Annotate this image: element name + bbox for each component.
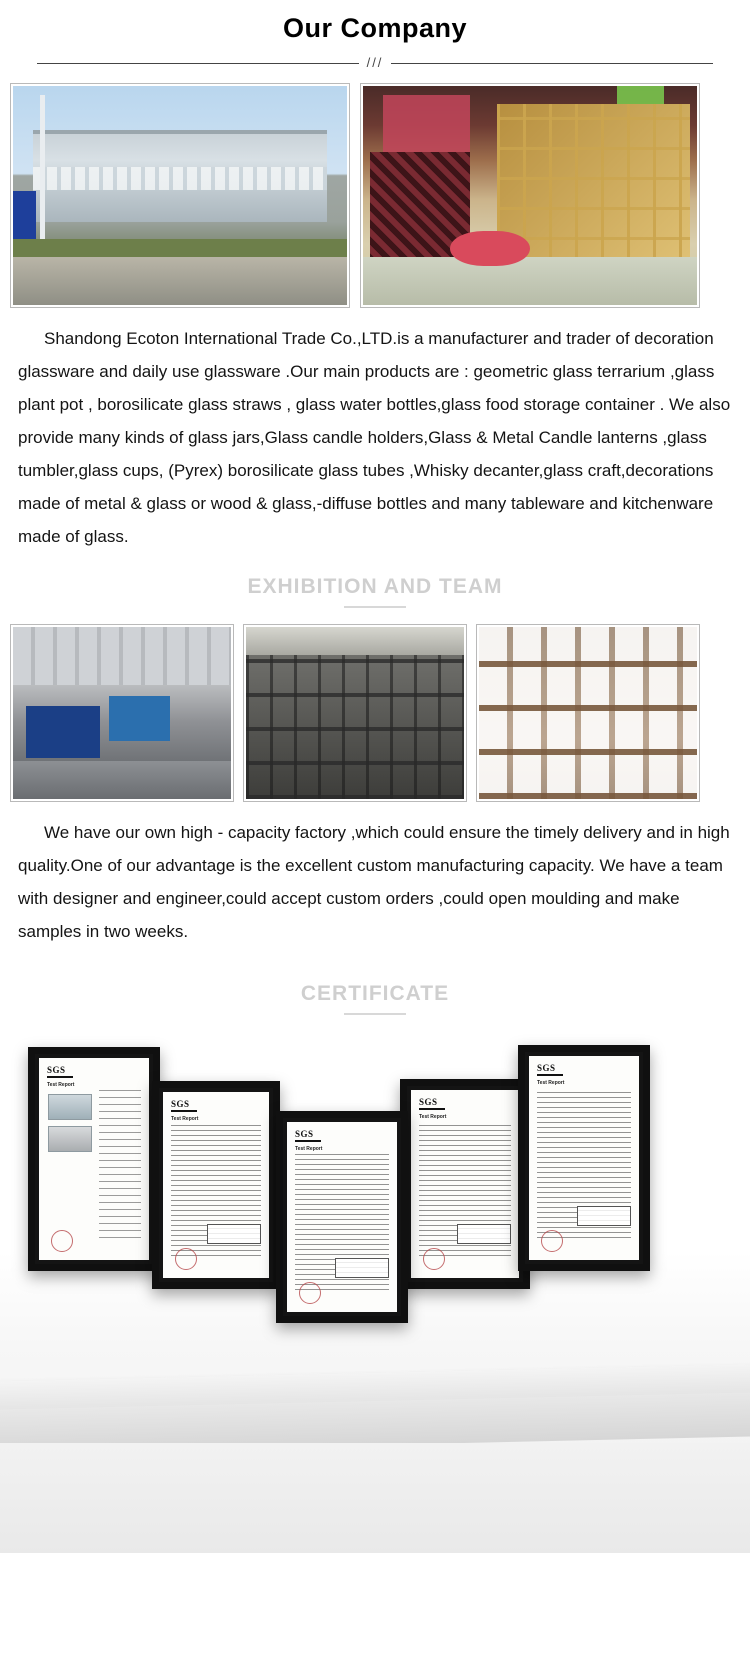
sgs-logo-1: SGS (47, 1065, 66, 1075)
certificate-paper-2 (163, 1092, 269, 1278)
certificate-stamp-2 (175, 1248, 197, 1270)
certificate-stamp-3 (299, 1282, 321, 1304)
sgs-test-report-4 (400, 1079, 530, 1289)
team-capacity-paragraph (0, 802, 750, 948)
title-divider (0, 56, 750, 71)
sgs-logo-underline-3 (295, 1140, 321, 1142)
workshop-image (363, 86, 697, 305)
wrapped-product-rows (479, 627, 697, 799)
section-heading-exhibition: EXHIBITION AND TEAM (247, 575, 503, 598)
certificate-result-table-2 (207, 1224, 261, 1244)
certificate-title-5: Test Report (537, 1080, 565, 1086)
sample-photo-1a (48, 1094, 92, 1120)
certificate-title-2: Test Report (171, 1116, 199, 1122)
section-underline-certificate (344, 1013, 406, 1015)
booth-sign-blue (26, 706, 100, 758)
sgs-test-report-1 (28, 1047, 160, 1271)
divider-slash-mark: /// (366, 55, 384, 70)
certificate-paper-1 (39, 1058, 149, 1260)
red-bowl (450, 231, 530, 266)
exhibition-image (13, 627, 231, 799)
factory-exterior-image (13, 86, 347, 305)
sample-photo-1b (48, 1126, 92, 1152)
sgs-test-report-5 (518, 1045, 650, 1271)
flagpole-shape (40, 95, 45, 244)
sgs-logo-4: SGS (419, 1097, 438, 1107)
hall-floor (13, 761, 231, 799)
certificate-stamp-4 (423, 1248, 445, 1270)
certificate-text-lines-1 (99, 1090, 141, 1238)
shelving-image (246, 627, 464, 799)
team-capacity-text: We have our own high - capacity factory ,which could ensure the timely delivery and in high quality.One of our advantage is the excellent custom manufacturing capacity. We have a team with designer and engineer,could accept custom orders ,could open moulding and make samples in two weeks. (18, 823, 730, 941)
exhibition-image-row (0, 608, 750, 802)
building-shape (33, 130, 327, 222)
sgs-logo-2: SGS (171, 1099, 190, 1109)
certificate-result-table-5 (577, 1206, 631, 1226)
certificate-title-1: Test Report (47, 1082, 75, 1088)
packed-goods-photo (476, 624, 700, 802)
stacked-frames (246, 655, 464, 799)
hall-ceiling (13, 627, 231, 685)
sgs-logo-underline-1 (47, 1076, 73, 1078)
certificate-stamp-5 (541, 1230, 563, 1252)
certificate-title-4: Test Report (419, 1114, 447, 1120)
sgs-logo-5: SGS (537, 1063, 556, 1073)
ceiling-light (246, 627, 464, 655)
page-title: Our Company (282, 13, 468, 43)
certificate-paper-5 (529, 1056, 639, 1260)
company-intro-paragraph (0, 308, 750, 553)
certificate-result-table-3 (335, 1258, 389, 1278)
workshop-production-photo (360, 83, 700, 308)
page-header (0, 0, 750, 71)
top-image-row (0, 83, 750, 308)
warehouse-shelving-photo (243, 624, 467, 802)
sgs-logo-underline-4 (419, 1108, 445, 1110)
packed-goods-image (479, 627, 697, 799)
certificate-title-3: Test Report (295, 1146, 323, 1152)
sgs-logo-3: SGS (295, 1129, 314, 1139)
divider-line-right (391, 63, 713, 64)
section-heading-certificate: CERTIFICATE (300, 982, 450, 1005)
divider-line-left (37, 63, 359, 64)
sgs-test-report-2 (152, 1081, 280, 1289)
work-table (363, 257, 697, 305)
certificate-stamp-1 (51, 1230, 73, 1252)
sgs-logo-underline-2 (171, 1110, 197, 1112)
factory-exterior-photo (10, 83, 350, 308)
certificate-result-table-4 (457, 1224, 511, 1244)
booth-sign-secondary (109, 696, 170, 741)
sgs-test-report-3 (276, 1111, 408, 1323)
pink-panel (383, 95, 470, 161)
certificate-paper-3 (287, 1122, 397, 1312)
stage-floor (0, 1443, 750, 1553)
exhibition-booth-photo (10, 624, 234, 802)
company-intro-text: Shandong Ecoton International Trade Co.,LTD.is a manufacturer and trader of decoration glassware and daily use glassware .Our main products are : geometric glass terrarium ,glass plant pot , borosilicate glass straws , glass water bottles,glass food storage container . We also provide many kinds of glass jars,Glass candle holders,Glass & Metal Candle lanterns ,glass tumbler,glass cups, (Pyrex) borosilicate glass tubes ,Whisky decanter,glass craft,decorations made of metal & glass or wood & glass,-diffuse bottles and many tableware and kitchenware made of glass. (18, 329, 731, 546)
certificate-display-stage (0, 1033, 750, 1553)
certificate-paper-4 (411, 1090, 519, 1278)
sgs-logo-underline-5 (537, 1074, 563, 1076)
road-strip (13, 257, 347, 305)
